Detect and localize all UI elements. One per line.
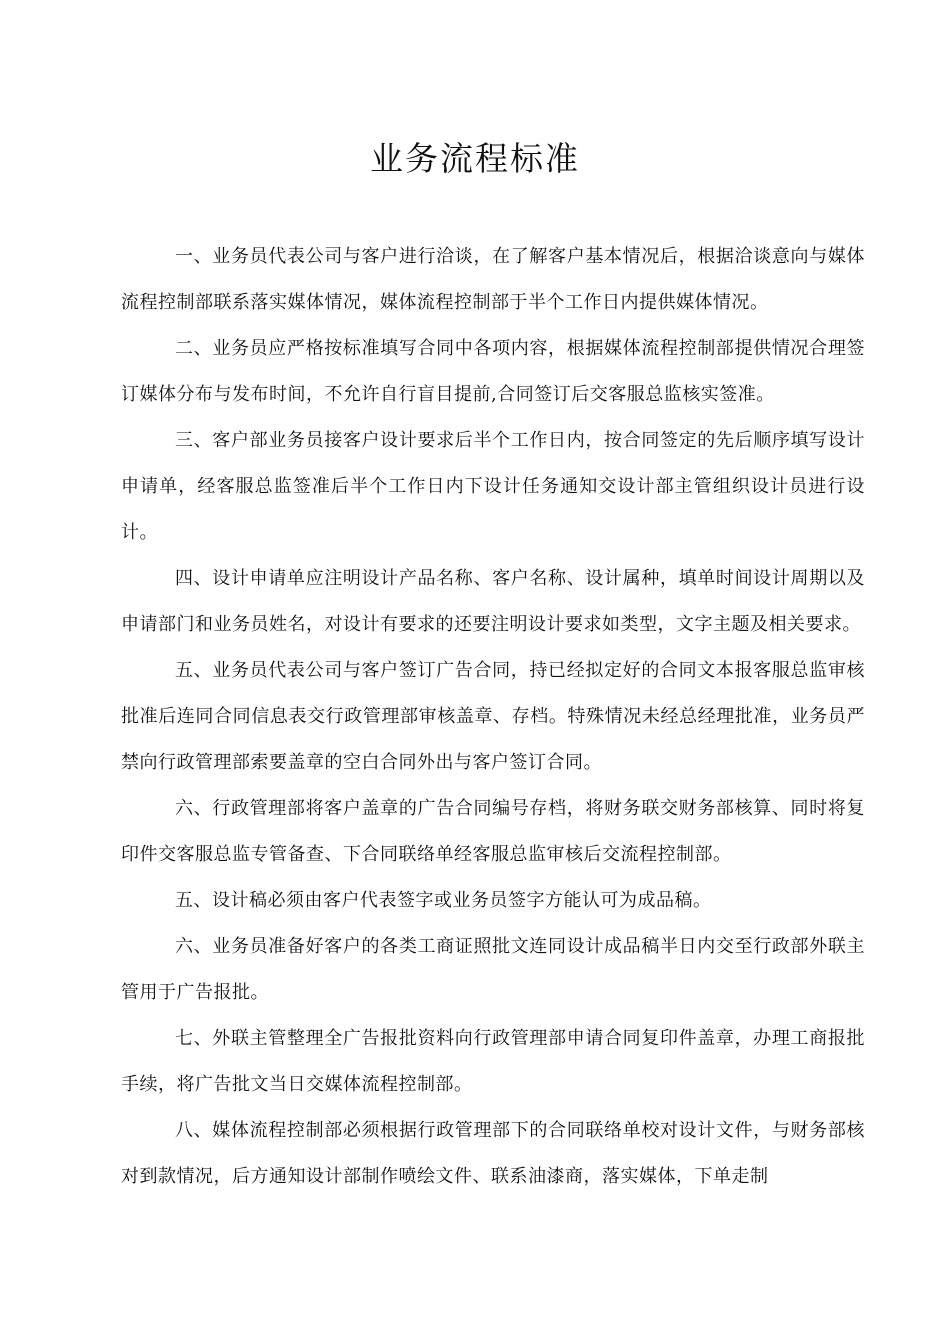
paragraph-5: 五、业务员代表公司与客户签订广告合同，持已经拟定好的合同文本报客服总监审核批准后连同合同信息表交行政管理部审核盖章、存档。特殊情况未经总经理批准，业务员严禁向行政管理部索要盖章的空白合同外出与客户签订合同。 [121, 660, 865, 773]
document-title: 业务流程标准 [370, 139, 580, 178]
document-body [121, 234, 865, 1200]
paragraph-9: 七、外联主管整理全广告报批资料向行政管理部申请合同复印件盖章，办理工商报批手续，将广告批文当日交媒体流程控制部。 [121, 1028, 865, 1095]
paragraph-8: 六、业务员准备好客户的各类工商证照批文连同设计成品稿半日内交至行政部外联主管用于广告报批。 [121, 936, 865, 1003]
paragraph-3: 三、客户部业务员接客户设计要求后半个工作日内，按合同签定的先后顺序填写设计申请单，经客服总监签准后半个工作日内下设计任务通知交设计部主管组织设计员进行设计。 [121, 430, 865, 543]
paragraph-10: 八、媒体流程控制部必须根据行政管理部下的合同联络单校对设计文件，与财务部核对到款情况，后方通知设计部制作喷绘文件、联系油漆商，落实媒体，下单走制 [121, 1120, 865, 1187]
paragraph-6: 六、行政管理部将客户盖章的广告合同编号存档，将财务联交财务部核算、同时将复印件交客服总监专管备查、下合同联络单经客服总监审核后交流程控制部。 [121, 798, 865, 865]
paragraph-4: 四、设计申请单应注明设计产品名称、客户名称、设计属种，填单时间设计周期以及申请部门和业务员姓名，对设计有要求的还要注明设计要求如类型，文字主题及相关要求。 [121, 568, 865, 635]
paragraph-1: 一、业务员代表公司与客户进行洽谈，在了解客户基本情况后，根据洽谈意向与媒体流程控制部联系落实媒体情况，媒体流程控制部于半个工作日内提供媒体情况。 [121, 246, 865, 313]
paragraph-2: 二、业务员应严格按标准填写合同中各项内容，根据媒体流程控制部提供情况合理签订媒体分布与发布时间，不允许自行盲目提前,合同签订后交客服总监核实签准。 [121, 338, 865, 405]
paragraph-7: 五、设计稿必须由客户代表签字或业务员签字方能认可为成品稿。 [175, 890, 712, 911]
